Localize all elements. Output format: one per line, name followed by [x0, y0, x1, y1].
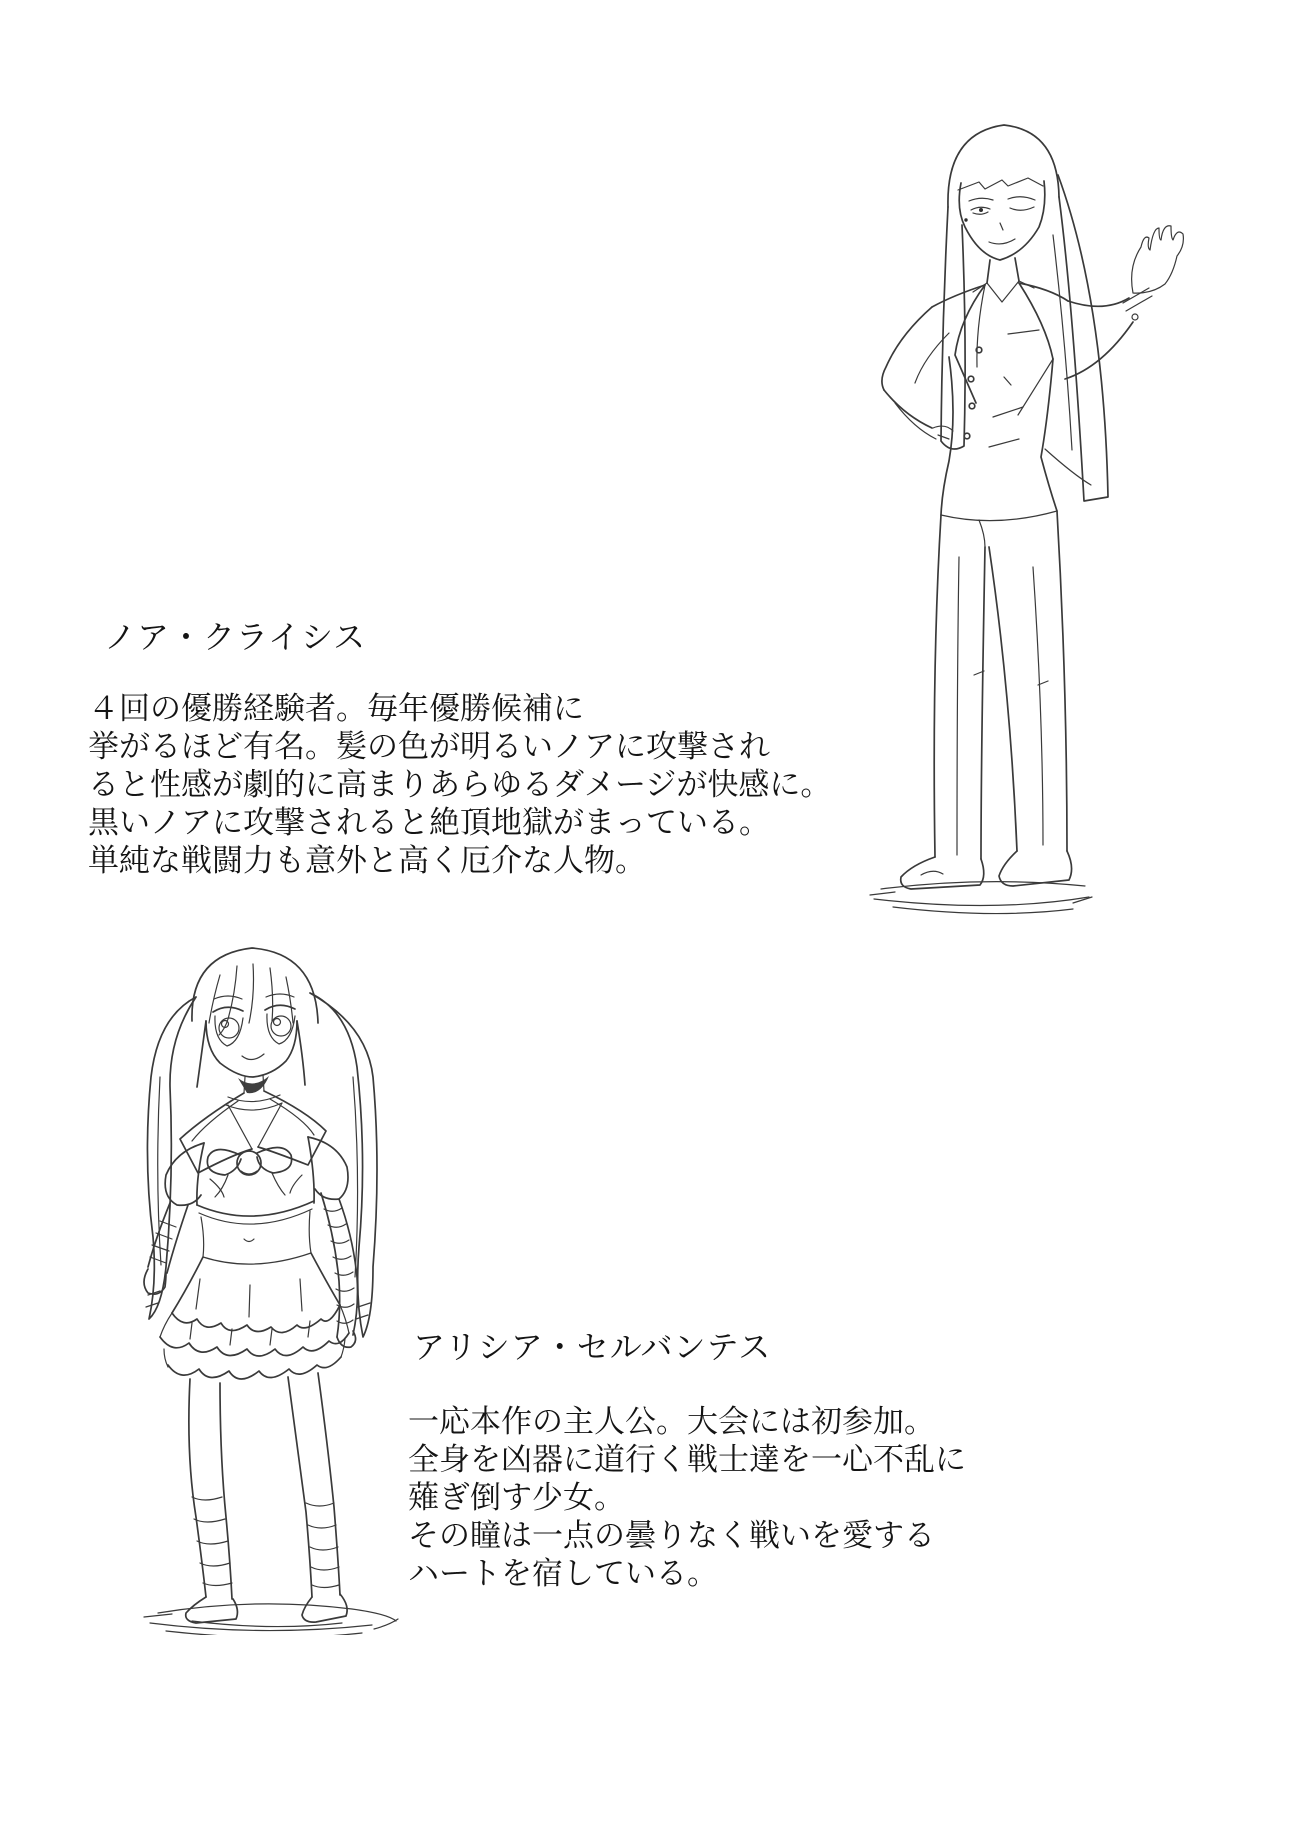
- character-description-alicia: [408, 1403, 966, 1593]
- character-description-noa: [88, 690, 831, 880]
- description-line: 一応本作の主人公。大会には初参加。: [408, 1404, 935, 1439]
- description-line: 単純な戦闘力も意外と高く厄介な人物。: [88, 843, 646, 878]
- description-line: 薙ぎ倒す少女。: [408, 1480, 625, 1515]
- description-line: 挙がるほど有名。髪の色が明るいノアに攻撃され: [88, 729, 770, 764]
- description-line: その瞳は一点の曇りなく戦いを愛する: [408, 1518, 935, 1553]
- character-name-alicia: アリシア・セルバンテス: [413, 1329, 772, 1365]
- description-line: 全身を凶器に道行く戦士達を一心不乱に: [408, 1442, 966, 1477]
- character-name-noa: ノア・クライシス: [104, 619, 367, 655]
- description-line: ４回の優勝経験者。毎年優勝候補に: [88, 691, 584, 726]
- description-line: ると性感が劇的に高まりあらゆるダメージが快感に。: [88, 767, 832, 802]
- magical-girl-sketch: [100, 935, 400, 1635]
- description-line: ハートを宿している。: [408, 1556, 718, 1591]
- description-line: 黒いノアに攻撃されると絶頂地獄がまっている。: [88, 805, 770, 840]
